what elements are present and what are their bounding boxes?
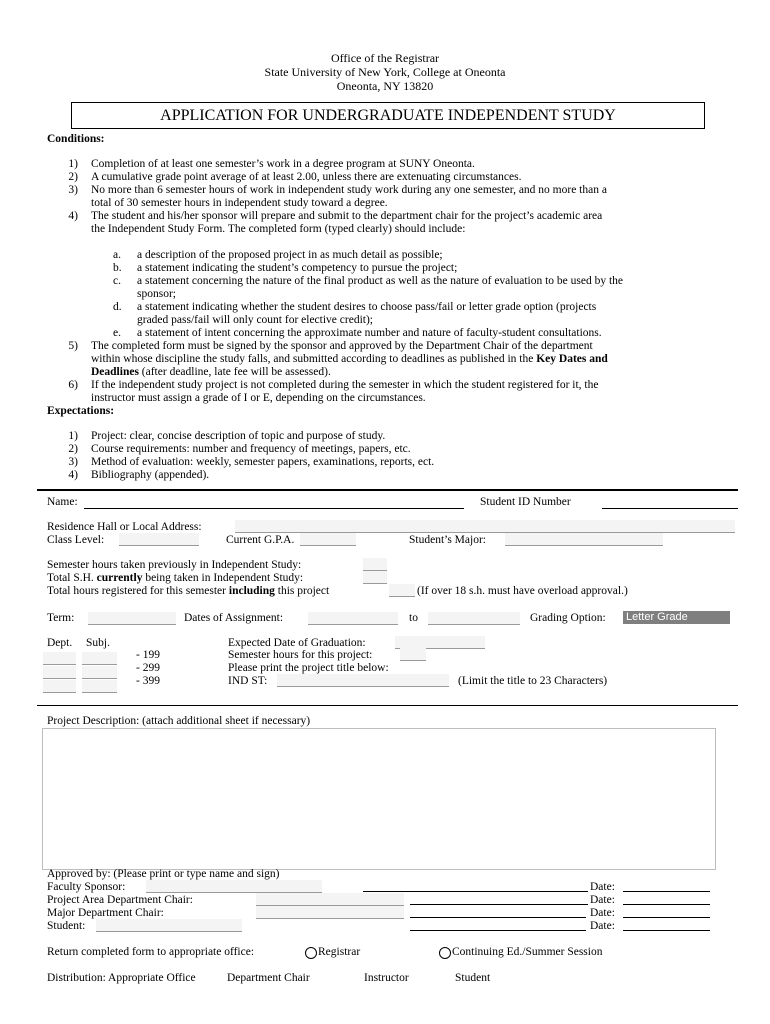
registrar-radio[interactable] [305, 947, 317, 959]
distribution-dept-chair: Department Chair [227, 972, 310, 984]
faculty-name-input[interactable] [146, 880, 322, 893]
dept-input-1[interactable] [43, 652, 76, 665]
subj-label: Subj. [86, 637, 110, 649]
continuing-option-label: Continuing Ed./Summer Session [452, 946, 603, 958]
total-reg-input[interactable] [389, 584, 415, 597]
continuing-ed-radio[interactable] [439, 947, 451, 959]
student-id-label: Student ID Number [480, 496, 571, 508]
university-name: State University of New York, College at Oneonta [264, 65, 506, 79]
area-chair-label: Project Area Department Chair: [47, 894, 193, 906]
major-chair-label: Major Department Chair: [47, 907, 164, 919]
major-chair-date-label: Date: [590, 907, 615, 919]
class-level-input[interactable] [119, 533, 199, 546]
sem-hours-label: Semester hours for this project: [228, 649, 373, 661]
course-399: - 399 [136, 675, 160, 687]
grading-option-select[interactable]: Letter Grade [623, 611, 730, 624]
residence-label: Residence Hall or Local Address: [47, 521, 202, 533]
total-sh-input[interactable] [363, 571, 387, 584]
major-label: Student’s Major: [409, 534, 486, 546]
student-signature-line[interactable] [410, 930, 586, 931]
overload-note: (If over 18 s.h. must have overload approval.) [417, 585, 628, 597]
registrar-option-label: Registrar [318, 946, 361, 958]
student-name-input[interactable] [96, 919, 242, 932]
student-label: Student: [47, 920, 86, 932]
area-chair-date-line[interactable] [623, 904, 710, 905]
ind-st-label: IND ST: [228, 675, 268, 687]
total-reg-label: Total hours registered for this semester including this project [47, 585, 330, 597]
name-input[interactable] [84, 508, 464, 509]
project-desc-textarea[interactable] [42, 728, 716, 870]
subj-input-3[interactable] [82, 680, 117, 693]
dept-input-3[interactable] [43, 680, 76, 693]
date-end-input[interactable] [428, 612, 520, 625]
course-199: - 199 [136, 649, 160, 661]
section-divider-2 [37, 705, 738, 706]
office-name: Office of the Registrar [330, 51, 440, 65]
class-level-label: Class Level: [47, 534, 105, 546]
major-input[interactable] [505, 533, 663, 546]
student-id-input[interactable] [602, 508, 738, 509]
project-desc-label: Project Description: (attach additional sheet if necessary) [47, 715, 311, 727]
gpa-label: Current G.P.A. [226, 534, 295, 546]
faculty-label: Faculty Sponsor: [47, 881, 126, 893]
term-label: Term: [47, 612, 75, 624]
student-date-line[interactable] [623, 930, 710, 931]
to-label: to [409, 612, 418, 624]
approved-label: Approved by: (Please print or type name and sign) [47, 868, 280, 880]
return-label: Return completed form to appropriate office: [47, 946, 255, 958]
dept-input-2[interactable] [43, 666, 76, 679]
section-divider [37, 489, 738, 491]
grad-date-label: Expected Date of Graduation: [228, 637, 366, 649]
conditions-heading: Conditions: [47, 133, 105, 145]
name-label: Name: [47, 496, 78, 508]
term-input[interactable] [88, 612, 176, 625]
dept-label: Dept. [47, 637, 73, 649]
major-chair-signature-line[interactable] [410, 917, 586, 918]
major-chair-input[interactable] [256, 906, 404, 919]
date-start-input[interactable] [308, 612, 398, 625]
residence-input[interactable] [235, 520, 735, 533]
expectations-heading: Expectations: [47, 405, 115, 417]
sem-hours-input[interactable] [400, 648, 426, 661]
sem-prev-input[interactable] [363, 558, 387, 571]
subj-input-1[interactable] [82, 652, 117, 665]
distribution-instructor: Instructor [364, 972, 409, 984]
grading-label: Grading Option: [530, 612, 606, 624]
print-title-label: Please print the project title below: [228, 662, 389, 674]
dates-label: Dates of Assignment: [184, 612, 284, 624]
address: Oneonta, NY 13820 [336, 79, 434, 93]
area-chair-date-label: Date: [590, 894, 615, 906]
total-sh-label: Total S.H. currently being taken in Independent Study: [47, 572, 304, 584]
course-299: - 299 [136, 662, 160, 674]
distribution-student: Student [455, 972, 491, 984]
faculty-signature-line[interactable] [363, 891, 588, 892]
limit-note: (Limit the title to 23 Characters) [458, 675, 608, 687]
subj-input-2[interactable] [82, 666, 117, 679]
major-chair-date-line[interactable] [623, 917, 710, 918]
sem-prev-label: Semester hours taken previously in Independent Study: [47, 559, 302, 571]
student-date-label: Date: [590, 920, 615, 932]
ind-st-input[interactable] [277, 674, 449, 687]
form-title: APPLICATION FOR UNDERGRADUATE INDEPENDENT STUDY [71, 102, 705, 129]
faculty-date-label: Date: [590, 881, 615, 893]
area-chair-input[interactable] [256, 893, 404, 906]
gpa-input[interactable] [300, 533, 356, 546]
distribution-label: Distribution: Appropriate Office [47, 972, 196, 984]
faculty-date-line[interactable] [623, 891, 710, 892]
area-chair-signature-line[interactable] [410, 904, 588, 905]
